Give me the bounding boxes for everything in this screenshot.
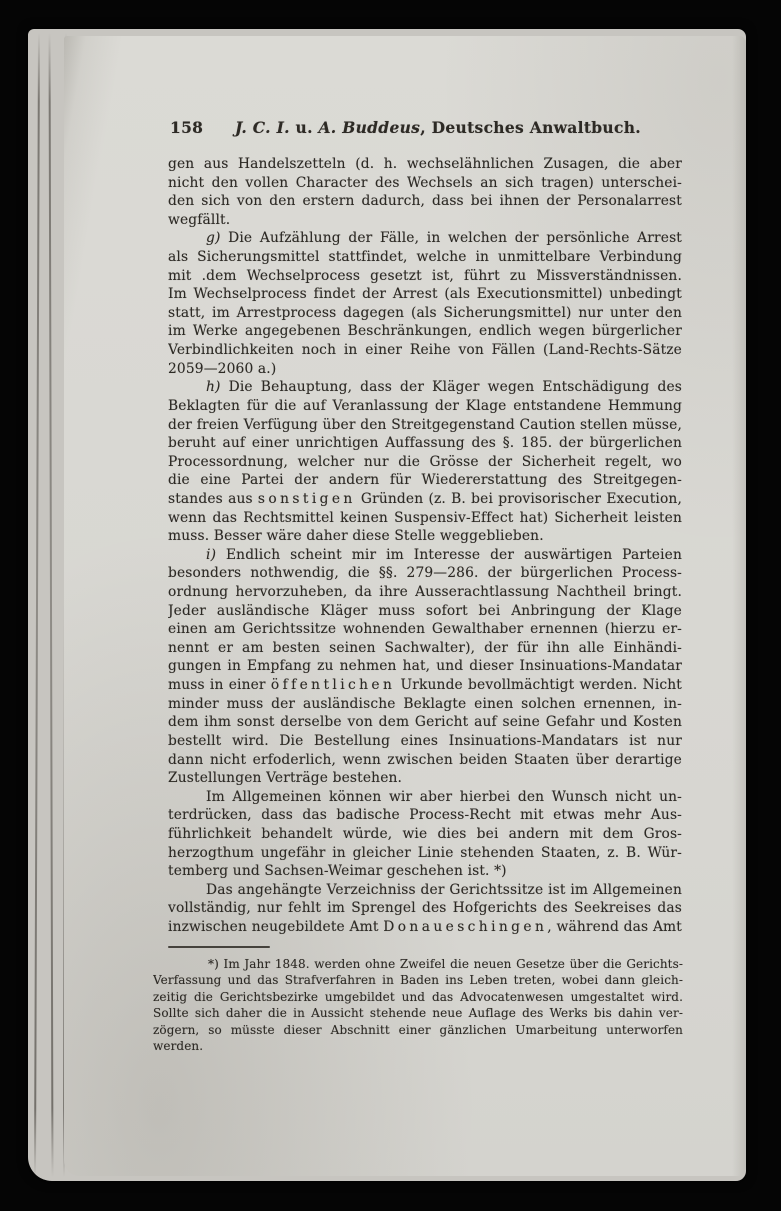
- text-line: statt, im Arrestprocess dagegen (als Sicherungsmittel) nur unter den: [168, 304, 682, 321]
- header-author-name: A. Buddeus: [318, 118, 421, 137]
- paragraph-italic-lead: h): [206, 379, 221, 396]
- text-line: den sich von den erstern dadurch, dass bei ihnen der Personalarrest: [168, 193, 682, 210]
- text-line: nicht den vollen Character des Wechsels an sich tragen) unterschei-: [168, 174, 682, 191]
- text-line: g) Die Aufzählung der Fälle, in welchen der persönliche Arrest: [206, 230, 682, 247]
- letterspaced-word: sonstigen: [257, 490, 356, 507]
- text-line: gungen in Empfang zu nehmen hat, und dieser Insinuations-Mandatar: [168, 658, 682, 675]
- header-book-title: , Deutsches Anwaltbuch.: [420, 118, 642, 137]
- paragraph-italic-lead: i): [206, 546, 217, 563]
- footnote-line: zögern, so müsste dieser Abschnitt einer gänzlichen Umarbeitung unterworfen: [153, 1022, 683, 1037]
- text-line: Zustellungen Verträge bestehen.: [168, 770, 403, 787]
- text-line: vollständig, nur fehlt im Sprengel des Hofgerichts des Seekreises das: [168, 900, 682, 917]
- text-line: h) Die Behauptung, dass der Kläger wegen Entschädigung des: [206, 379, 682, 396]
- paragraph-italic-lead: g): [206, 230, 221, 247]
- paragraph: [168, 155, 682, 229]
- text-line: i) Endlich scheint mir im Interesse der auswärtigen Parteien: [206, 546, 682, 563]
- text-line: der freien Verfügung über den Streitgegenstand Caution stellen müsse,: [168, 416, 682, 433]
- running-header: [168, 118, 682, 138]
- text-line: herzogthum ungefähr in gleicher Linie stehenden Staaten, z. B. Wür-: [168, 844, 682, 861]
- text-line: einen am Gerichtssitze wohnenden Gewalthaber ernennen (hierzu er-: [168, 621, 682, 638]
- text-line: beruht auf einer unrichtigen Auffassung des §. 185. der bürgerlichen: [168, 435, 682, 452]
- text-body: [168, 155, 682, 937]
- text-line: dem ihm sonst derselbe von dem Gericht auf seine Gefahr und Kosten: [168, 714, 682, 731]
- text-line: gen aus Handelszetteln (d. h. wechselähnlichen Zusagen, die aber: [168, 156, 682, 172]
- text-line: führlichkeit behandelt würde, wie dies bei andern mit dem Gros-: [168, 825, 682, 842]
- text-line: standes aus sonstigen Gründen (z. B. bei provisorischer Execution,: [168, 490, 682, 507]
- text-line: wegfällt.: [168, 211, 231, 228]
- footnote-line: zeitig die Gerichtsbezirke umgebildet und das Advocatenwesen umgestaltet wird.: [153, 989, 683, 1004]
- page-edge-line: [34, 33, 40, 1177]
- book-page: [64, 36, 746, 1176]
- header-author-conjunction: u.: [295, 118, 313, 137]
- letterspaced-word: öffentlichen: [270, 677, 396, 694]
- page-edge-line: [49, 33, 54, 1177]
- text-line: dann nicht erfoderlich, wenn zwischen beiden Staaten über derartige: [168, 751, 682, 768]
- text-line: muss. Besser wäre daher diese Stelle weggeblieben.: [168, 528, 544, 545]
- footnote-line: Sollte sich daher die in Aussicht stehende neue Auflage des Werks bis dahin ver-: [153, 1006, 683, 1021]
- paragraph: [168, 881, 682, 937]
- text-line: im Werke angegebenen Beschränkungen, endlich wegen bürgerlicher: [168, 323, 682, 340]
- text-line: Jeder ausländische Kläger muss sofort bei Anbringung der Klage: [168, 602, 682, 619]
- paragraph: [168, 378, 682, 545]
- text-line: mit .dem Wechselprocess gesetzt ist, führt zu Missverständnissen.: [168, 267, 682, 284]
- footnote-line: Verfassung und das Strafverfahren in Baden ins Leben treten, wobei dann gleich-: [153, 973, 683, 988]
- footnote-rule: [168, 946, 270, 948]
- header-author-initials: J. C. I.: [234, 118, 290, 137]
- text-line: temberg und Sachsen-Weimar geschehen ist. *): [168, 863, 507, 880]
- letterspaced-word: Donaueschingen: [383, 918, 548, 935]
- paragraph: [168, 546, 682, 788]
- text-line: besonders nothwendig, die §§. 279—286. der bürgerlichen Process-: [168, 565, 682, 582]
- footnote-line: werden.: [153, 1038, 204, 1053]
- text-line: terdrücken, dass das badische Process-Recht mit etwas mehr Aus-: [168, 807, 682, 824]
- text-line: die eine Partei der andern für Wiedererstattung des Streitgegen-: [168, 472, 682, 489]
- footnote: [153, 956, 683, 1054]
- text-line: inzwischen neugebildete Amt Donaueschingen, während das Amt: [168, 918, 682, 935]
- text-line: Im Wechselprocess findet der Arrest (als Executionsmittel) unbedingt: [168, 286, 682, 303]
- text-line: Beklagten für die auf Veranlassung der Klage entstandene Hemmung: [168, 397, 682, 414]
- text-line: Im Allgemeinen können wir aber hierbei den Wunsch nicht un-: [206, 788, 682, 805]
- running-title: [168, 118, 682, 137]
- text-line: muss in einer öffentlichen Urkunde bevollmächtigt werden. Nicht: [168, 677, 682, 694]
- text-line: Verbindlichkeiten noch in einer Reihe von Fällen (Land-Rechts-Sätze: [168, 342, 682, 359]
- page-number: 158: [170, 118, 204, 137]
- text-line: nennt er am besten seinen Sachwalter), der für ihn alle Einhändi-: [168, 639, 682, 656]
- text-line: Das angehängte Verzeichniss der Gerichtssitze ist im Allgemeinen: [206, 881, 682, 898]
- paragraph: [168, 229, 682, 378]
- text-line: minder muss der ausländische Beklagte einen solchen ernennen, in-: [168, 695, 682, 712]
- text-line: Processordnung, welcher nur die Grösse der Sicherheit regelt, wo: [168, 453, 682, 470]
- footnote-line: *) Im Jahr 1848. werden ohne Zweifel die neuen Gesetze über die Gerichts-: [208, 957, 683, 971]
- text-line: wenn das Rechtsmittel keinen Suspensiv-Effect hat) Sicherheit leisten: [168, 509, 682, 526]
- text-line: ordnung hervorzuheben, da ihre Ausserachtlassung Nachtheil bringt.: [168, 584, 682, 601]
- text-line: als Sicherungsmittel stattfindet, welche in unmittelbare Verbindung: [168, 249, 682, 266]
- text-line: 2059—2060 a.): [168, 360, 277, 377]
- text-line: bestellt wird. Die Bestellung eines Insinuations-Mandatars ist nur: [168, 732, 682, 749]
- paragraph: [168, 788, 682, 881]
